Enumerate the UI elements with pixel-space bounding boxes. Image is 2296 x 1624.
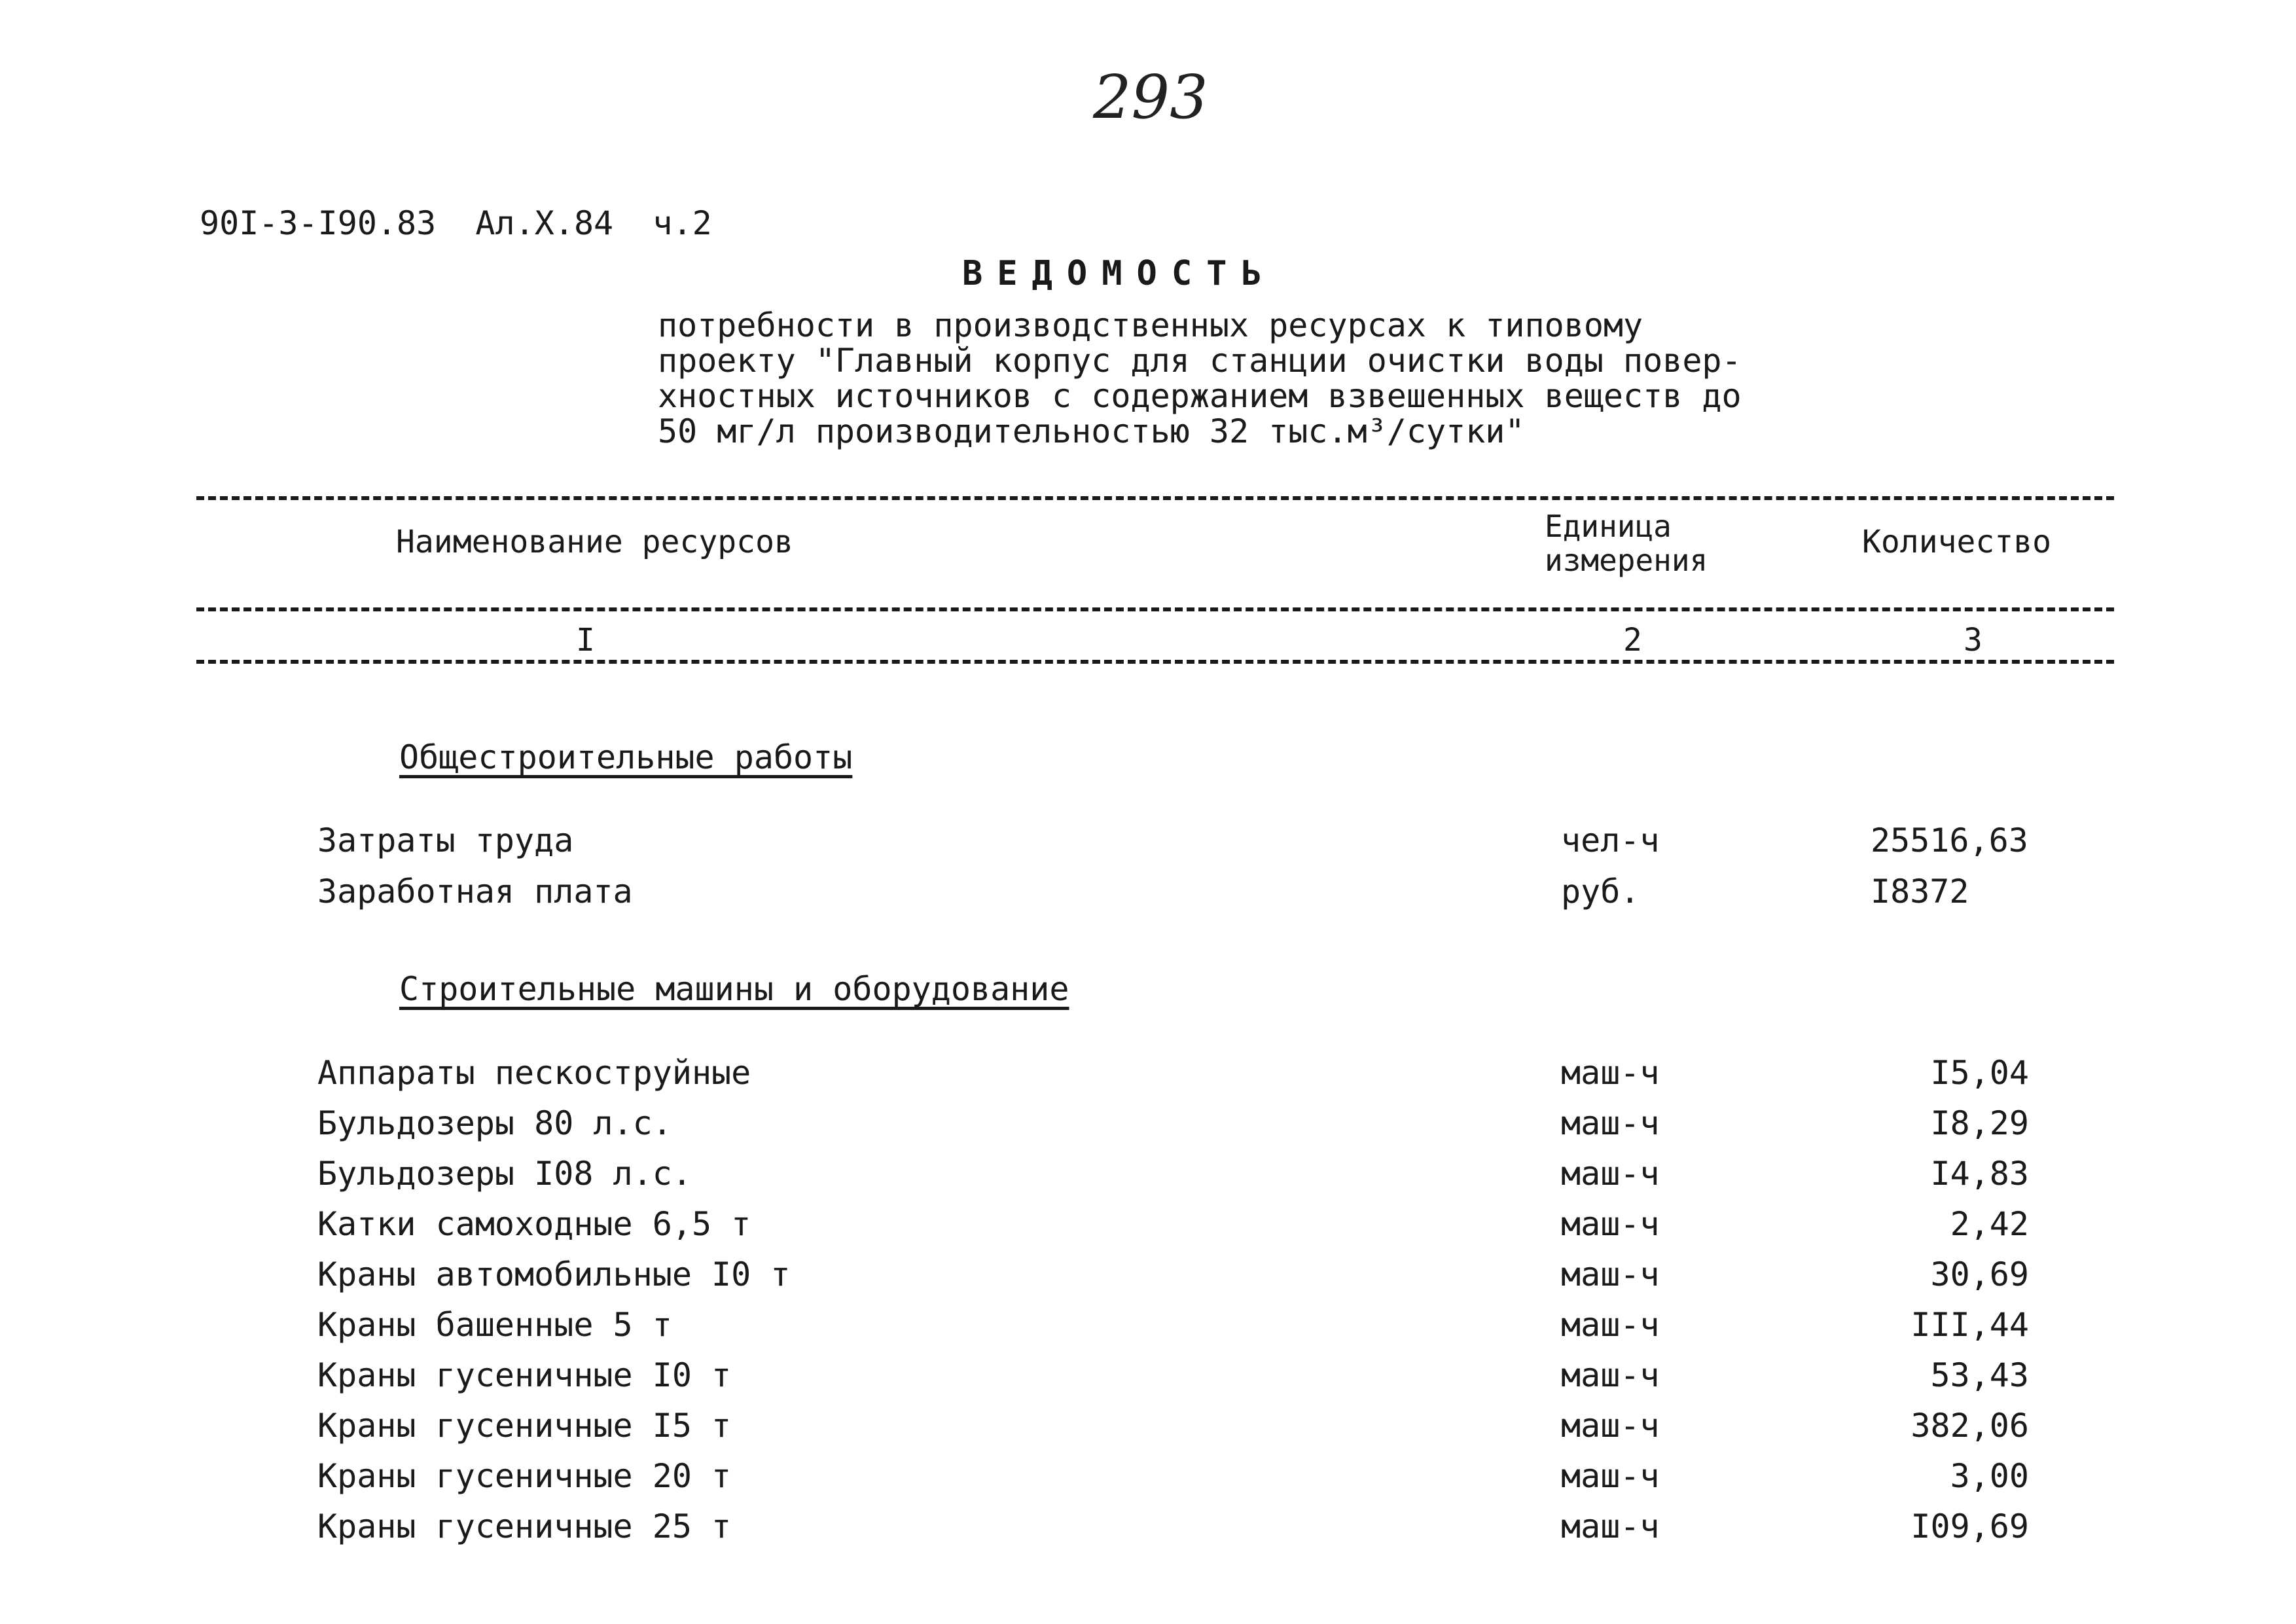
header-bottom-rule: [196, 607, 2114, 611]
document-code: 90I-3-I90.83 Ал.Х.84 ч.2: [200, 204, 712, 242]
row-name: Краны автомобильные I0 т: [317, 1255, 791, 1293]
table-row: [0, 873, 2296, 918]
column-number-3: 3: [1964, 622, 1982, 659]
row-quantity: 30,69: [1930, 1255, 2029, 1293]
subtitle-line: проекту "Главный корпус для станции очистки воды повер-: [658, 342, 1742, 380]
table-top-rule: [196, 496, 2114, 500]
header-unit-line2: измерения: [1545, 543, 1708, 578]
row-name: Краны гусеничные 25 т: [317, 1507, 732, 1545]
subtitle-line: 50 мг/л производительностью 32 тыс.м³/сутки": [658, 412, 1525, 450]
table-row: [0, 1407, 2296, 1453]
header-quantity: Количество: [1862, 524, 2051, 560]
row-name: Заработная плата: [317, 873, 633, 911]
row-name: Катки самоходные 6,5 т: [317, 1205, 751, 1243]
row-quantity: III,44: [1910, 1306, 2029, 1344]
row-quantity: 2,42: [1950, 1205, 2029, 1243]
row-unit: маш-ч: [1561, 1205, 1660, 1243]
row-quantity: I5,04: [1930, 1054, 2029, 1092]
row-name: Краны гусеничные I5 т: [317, 1407, 732, 1445]
row-unit: маш-ч: [1561, 1104, 1660, 1142]
row-unit: чел-ч: [1561, 821, 1660, 859]
row-name: Затраты труда: [317, 821, 574, 859]
table-row: [0, 1306, 2296, 1352]
row-unit: маш-ч: [1561, 1457, 1660, 1495]
row-quantity: 382,06: [1910, 1407, 2029, 1445]
row-unit: маш-ч: [1561, 1507, 1660, 1545]
header-resource-name: Наименование ресурсов: [396, 524, 793, 560]
table-row: [0, 1255, 2296, 1301]
row-name: Краны гусеничные 20 т: [317, 1457, 732, 1495]
row-unit: маш-ч: [1561, 1155, 1660, 1193]
row-unit: маш-ч: [1561, 1306, 1660, 1344]
document-subtitle: [658, 308, 1836, 449]
row-name: Краны башенные 5 т: [317, 1306, 672, 1344]
row-quantity: I4,83: [1930, 1155, 2029, 1193]
table-row: [0, 1457, 2296, 1503]
header-unit: [1545, 509, 1708, 577]
row-quantity: 53,43: [1930, 1356, 2029, 1394]
document-title: ВЕДОМОСТЬ: [962, 254, 1276, 293]
row-quantity: 25516,63: [1871, 821, 2028, 859]
row-unit: маш-ч: [1561, 1407, 1660, 1445]
table-row: [0, 821, 2296, 867]
row-unit: маш-ч: [1561, 1255, 1660, 1293]
table-row: [0, 1507, 2296, 1553]
table-row: [0, 1205, 2296, 1251]
row-name: Аппараты пескоструйные: [317, 1054, 751, 1092]
table-row: [0, 1155, 2296, 1200]
row-unit: маш-ч: [1561, 1054, 1660, 1092]
row-unit: маш-ч: [1561, 1356, 1660, 1394]
row-quantity: I8372: [1871, 873, 1969, 911]
column-number-2: 2: [1623, 622, 1642, 659]
subtitle-line: хностных источников с содержанием взвешенных веществ до: [658, 377, 1742, 415]
table-row: [0, 1356, 2296, 1402]
page-number: 293: [1093, 62, 1208, 132]
column-number-1: I: [576, 622, 595, 659]
row-quantity: I09,69: [1910, 1507, 2029, 1545]
subtitle-line: потребности в производственных ресурсах к типовому: [658, 306, 1643, 344]
table-row: [0, 1054, 2296, 1100]
header-unit-line1: Единица: [1545, 509, 1672, 544]
row-name: Краны гусеничные I0 т: [317, 1356, 732, 1394]
section-title-general-works: Общестроительные работы: [399, 738, 853, 776]
row-quantity: I8,29: [1930, 1104, 2029, 1142]
column-numbers-rule: [196, 660, 2114, 664]
table-row: [0, 1104, 2296, 1150]
section-title-machines: Строительные машины и оборудование: [399, 970, 1069, 1008]
row-name: Бульдозеры 80 л.с.: [317, 1104, 672, 1142]
row-name: Бульдозеры I08 л.с.: [317, 1155, 692, 1193]
row-quantity: 3,00: [1950, 1457, 2029, 1495]
row-unit: руб.: [1561, 873, 1640, 911]
